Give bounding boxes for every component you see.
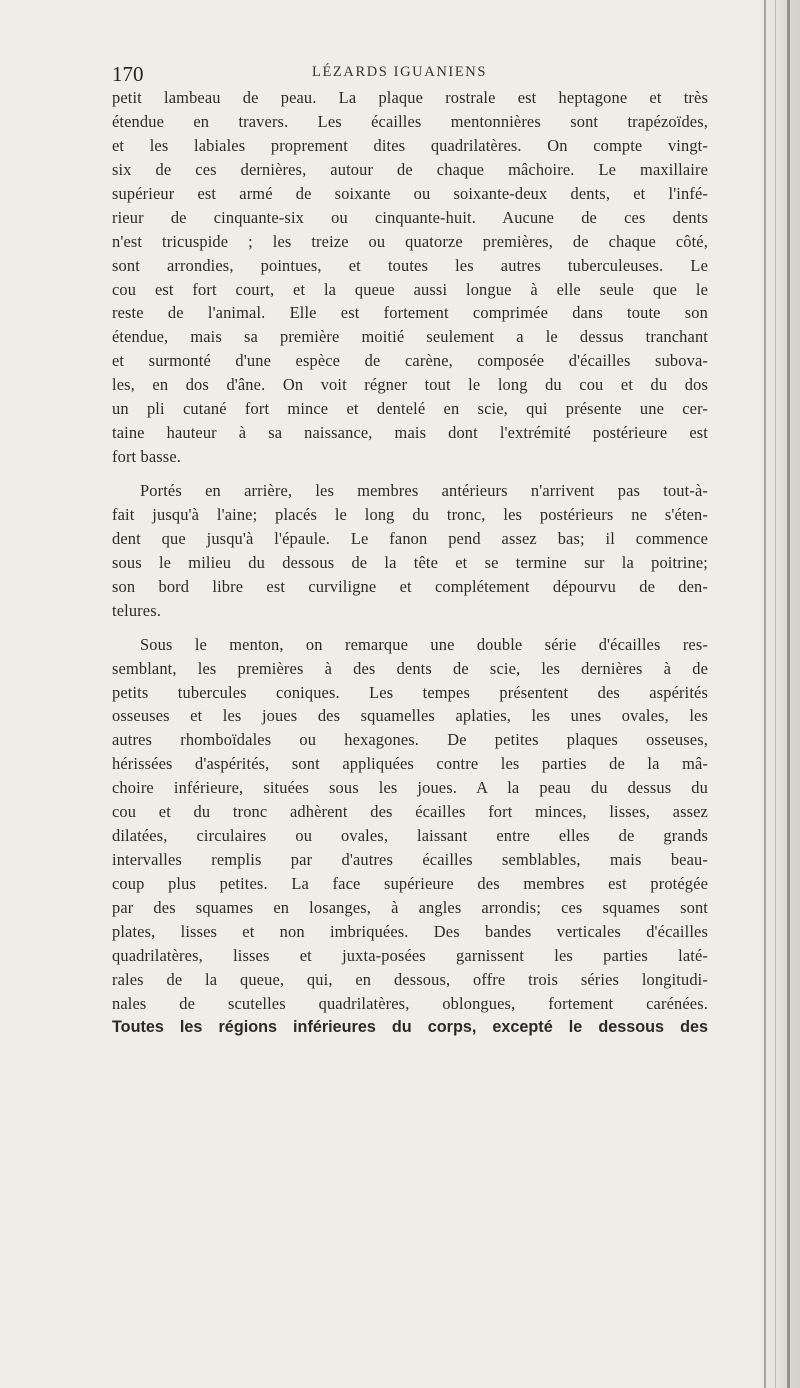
text-line: six de ces dernières, autour de chaque mâchoire. Le maxillaire: [112, 159, 708, 179]
text-line: taine hauteur à sa naissance, mais dont l'extrémité postérieure est: [112, 423, 708, 443]
text-line: coup plus petites. La face supérieure des membres est protégée: [112, 874, 708, 893]
text-line: petit lambeau de peau. La plaque rostrale est heptagone et très: [112, 88, 708, 107]
paragraph: [112, 479, 708, 623]
page-edge-line: [764, 0, 766, 1388]
text-line: sont arrondies, pointues, et toutes les autres tuberculeuses. Le: [112, 255, 708, 275]
text-line: quadrilatères, lisses et juxta-posées garnissent les parties laté-: [112, 945, 708, 965]
paragraph: [112, 633, 708, 1040]
text-line: sous le milieu du dessous de la tête et se termine sur la poitrine;: [112, 552, 708, 572]
text-line: semblant, les premières à des dents de scie, les dernières à de: [112, 658, 708, 678]
page-number: 170: [112, 62, 144, 86]
text-line: Sous le menton, on remarque une double série d'écailles res-: [140, 634, 708, 654]
text-line: reste de l'animal. Elle est fortement comprimée dans toute son: [112, 303, 708, 323]
page-header: [112, 62, 708, 86]
text-line: fort basse.: [112, 447, 182, 467]
running-head: LÉZARDS IGUANIENS: [312, 64, 488, 80]
text-line: fait jusqu'à l'aine; placés le long du tronc, les postérieurs ne s'éten-: [112, 504, 708, 524]
paragraph: [112, 86, 708, 469]
text-line: cou est fort court, et la queue aussi longue à elle seule que le: [112, 279, 708, 299]
text-line: plates, lisses et non imbriquées. Des bandes verticales d'écailles: [112, 921, 708, 941]
text-line: petits tubercules coniques. Les tempes présentent des aspérités: [112, 682, 708, 702]
text-line: rieur de cinquante-six ou cinquante-huit. Aucune de ces dents: [112, 207, 708, 227]
page-edge-line: [775, 0, 776, 1388]
text-line: hérissées d'aspérités, sont appliquées contre les parties de la mâ-: [112, 754, 708, 774]
text-line: choire inférieure, situées sous les joues. A la peau du dessus du: [112, 778, 708, 798]
text-line: son bord libre est curviligne et complétement dépourvu de den-: [112, 576, 708, 596]
text-line: et les labiales proprement dites quadrilatères. On compte vingt-: [112, 135, 708, 155]
text-line: nales de scutelles quadrilatères, oblongues, fortement carénées.: [112, 993, 708, 1013]
page-edge-line: [787, 0, 790, 1388]
text-line: cou et du tronc adhèrent des écailles fort minces, lisses, assez: [112, 802, 708, 822]
text-line: étendue en travers. Les écailles mentonnières sont trapézoïdes,: [112, 111, 708, 131]
text-line: osseuses et les joues des squamelles aplaties, les unes ovales, les: [112, 706, 708, 726]
text-line: supérieur est armé de soixante ou soixante-deux dents, et l'infé-: [112, 183, 708, 203]
text-line: Toutes les régions inférieures du corps, excepté le dessous des: [112, 1017, 708, 1036]
text-line: telures.: [112, 600, 161, 620]
text-line: par des squames en losanges, à angles arrondis; ces squames sont: [112, 897, 708, 917]
text-line: intervalles remplis par d'autres écailles semblables, mais beau-: [112, 850, 708, 870]
text-line: un pli cutané fort mince et dentelé en scie, qui présente une cer-: [112, 399, 708, 419]
text-line: les, en dos d'âne. On voit régner tout le long du cou et du dos: [112, 375, 708, 395]
text-line: Portés en arrière, les membres antérieurs n'arrivent pas tout-à-: [140, 481, 708, 500]
text-line: étendue, mais sa première moitié seulement a le dessus tranchant: [112, 327, 708, 347]
text-line: dent que jusqu'à l'épaule. Le fanon pend assez bas; il commence: [112, 528, 708, 548]
text-line: n'est tricuspide ; les treize ou quatorze premières, de chaque côté,: [112, 231, 708, 251]
text-line: et surmonté d'une espèce de carène, composée d'écailles subova-: [112, 351, 708, 371]
text-line: rales de la queue, qui, en dessous, offre trois séries longitudi-: [112, 969, 708, 989]
text-line: autres rhomboïdales ou hexagones. De petites plaques osseuses,: [112, 730, 708, 750]
text-line: dilatées, circulaires ou ovales, laissant entre elles de grands: [112, 826, 708, 846]
body-text: [112, 86, 708, 1040]
